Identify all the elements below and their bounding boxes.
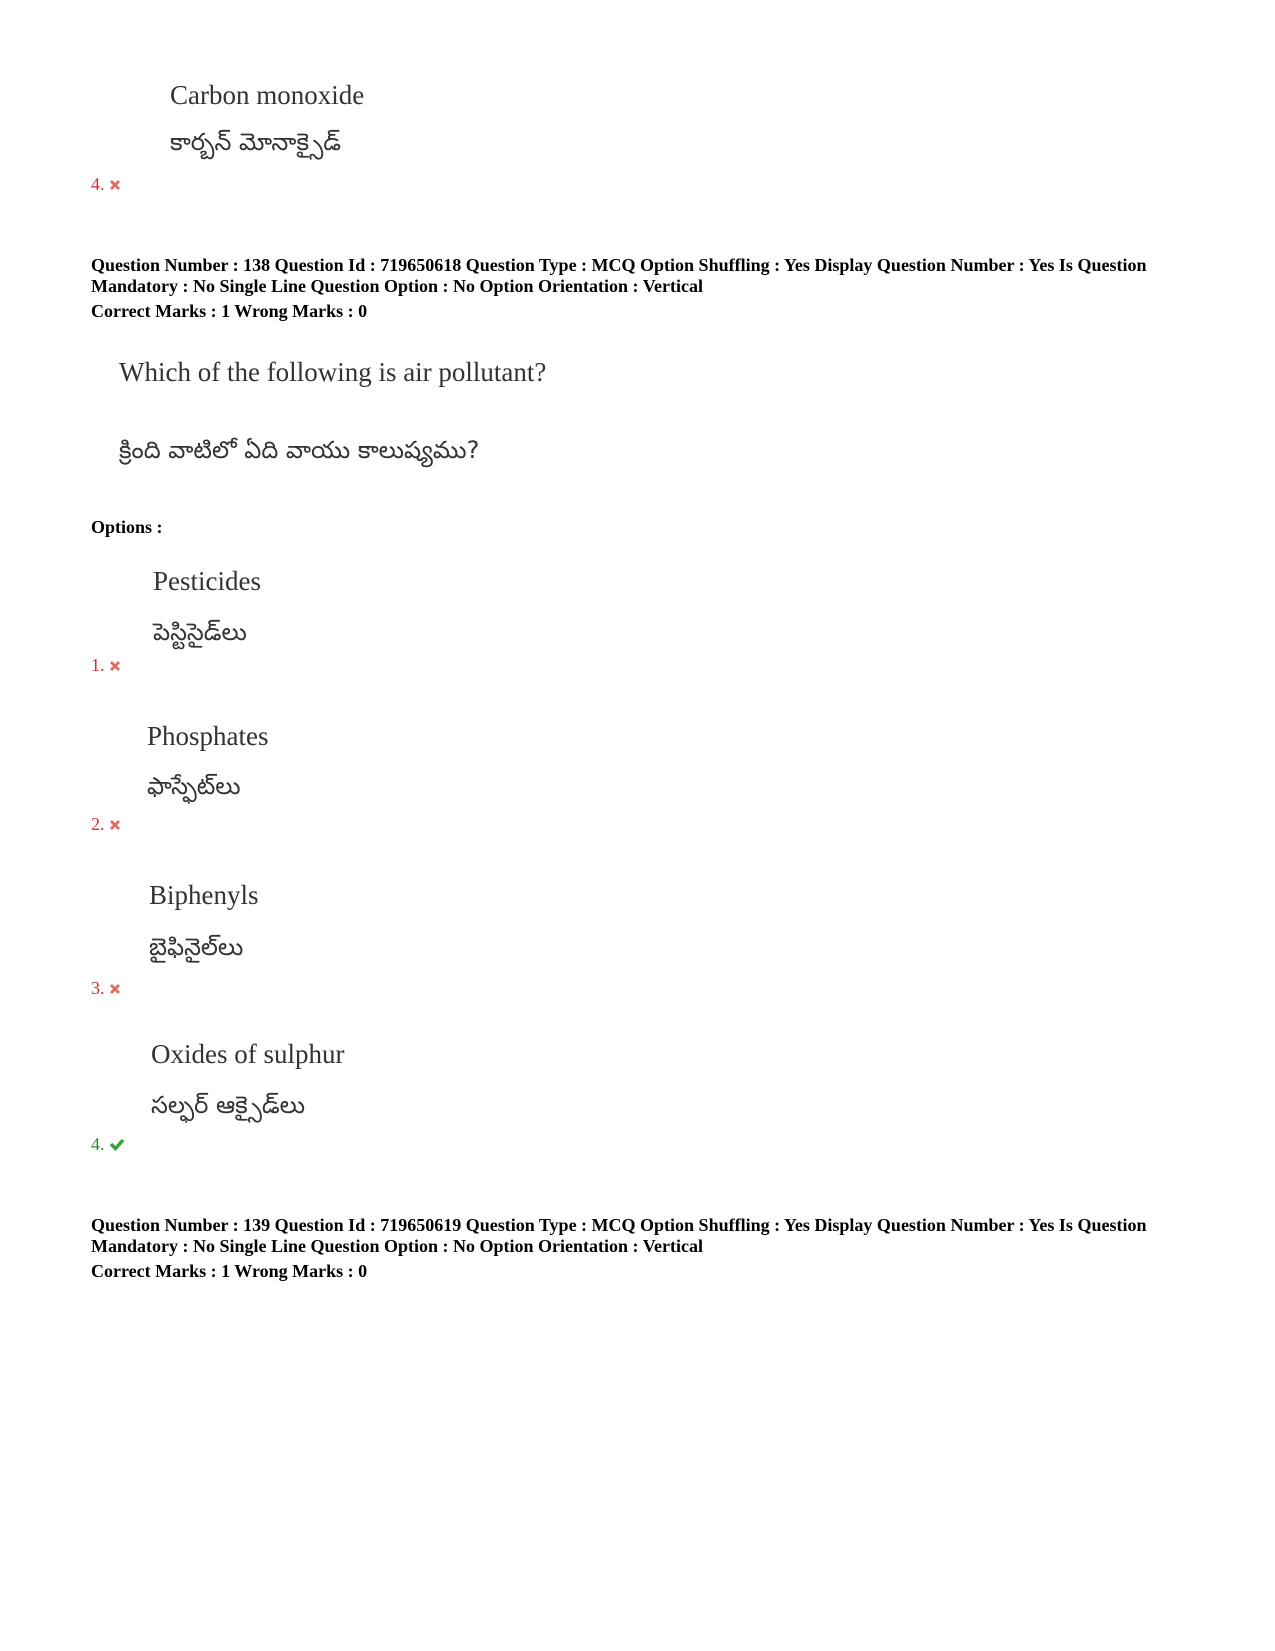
question-meta: Question Number : 139 Question Id : 719650619 Question Type : MCQ Option Shuffling : Yes Display Question Number : Yes Is Question Mandatory : No Single Line Question Option : No Option Orientation : Vertical (91, 1215, 1147, 1256)
marks-line: Correct Marks : 1 Wrong Marks : 0 (91, 1261, 368, 1281)
option-number-2: 2. (91, 814, 122, 835)
marks-line: Correct Marks : 1 Wrong Marks : 0 (91, 301, 368, 321)
question-text-en: Which of the following is air pollutant? (119, 357, 547, 387)
option-number-4: 4. (91, 1134, 125, 1155)
option-number-4: 4. (91, 174, 122, 195)
question-meta: Question Number : 138 Question Id : 719650618 Question Type : MCQ Option Shuffling : Yes Display Question Number : Yes Is Question Mandatory : No Single Line Question Option : No Option Orientation : Vertical (91, 255, 1147, 296)
option-text-te: కార్బన్ మోనాక్సైడ్ (170, 128, 341, 156)
cross-icon (108, 178, 122, 192)
option-text-te: సల్ఫర్ ఆక్సైడ్‌లు (151, 1091, 306, 1119)
cross-icon (108, 818, 122, 832)
question-text-te: క్రింది వాటిలో ఏది వాయు కాలుష్యము? (119, 436, 480, 464)
check-icon (108, 1138, 125, 1152)
option-text-en: Phosphates (147, 721, 269, 751)
option-text-en: Pesticides (153, 566, 261, 596)
option-text-en: Oxides of sulphur (151, 1039, 345, 1069)
option-number-3: 3. (91, 978, 122, 999)
option-text-en: Biphenyls (149, 880, 259, 910)
option-text-en: Carbon monoxide (170, 80, 365, 110)
option-text-te: ఫాస్ఫేట్‌లు (147, 772, 241, 800)
option-text-te: పెస్టిసైడ్‌లు (153, 618, 247, 646)
option-text-te: బైఫినైల్‌లు (149, 933, 244, 961)
options-label: Options : (91, 517, 163, 537)
cross-icon (108, 659, 122, 673)
cross-icon (108, 982, 122, 996)
option-number-1: 1. (91, 655, 122, 676)
